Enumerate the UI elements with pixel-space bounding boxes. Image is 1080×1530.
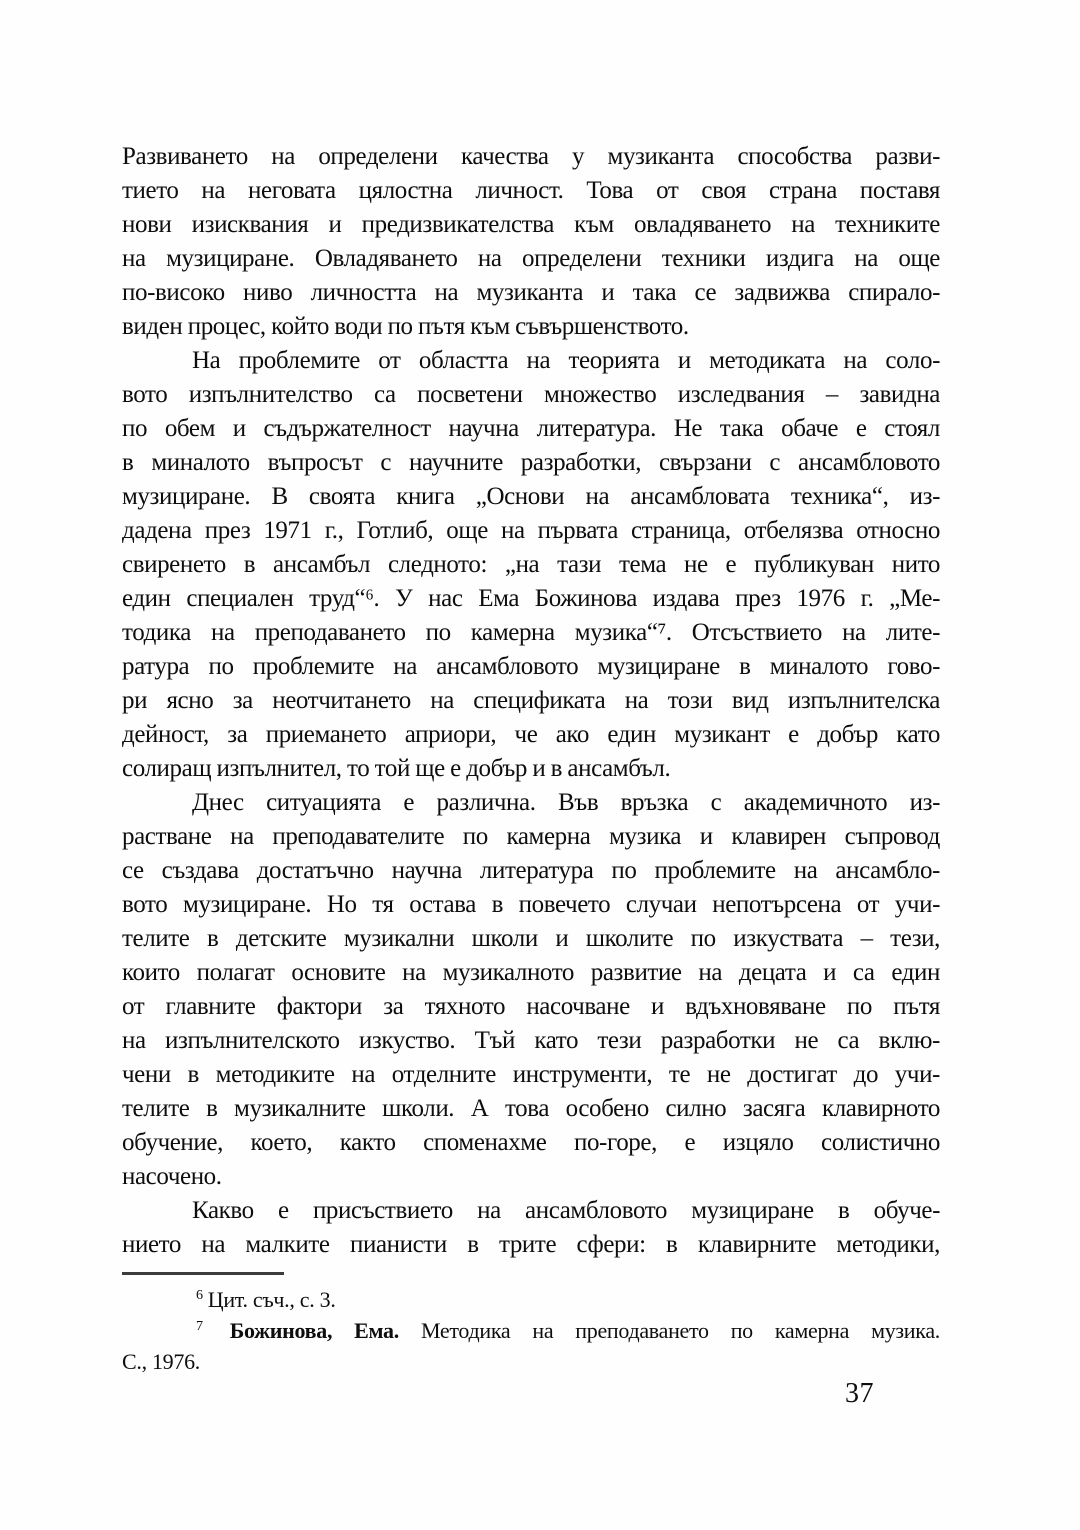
text-line: един специален труд“⁶. У нас Ема Божинова издава през 1976 г. „Ме- bbox=[122, 585, 940, 612]
footnote-separator-rule bbox=[122, 1272, 284, 1275]
text-line: вото изпълнителство са посветени множество изследвания – завидна bbox=[122, 381, 940, 408]
footnote-7-text: Методика на преподаването по камерна музика. bbox=[420, 1318, 940, 1343]
text-line: виден процес, който води по пътя към съвършенството. bbox=[122, 313, 689, 340]
text-line: Какво е присъствието на ансамбловото музициране в обуче- bbox=[192, 1197, 940, 1224]
text-line: от главните фактори за тяхното насочване и вдъхновяване по пътя bbox=[122, 993, 940, 1020]
text-line: на изпълнителското изкуство. Тъй като тези разработки не са вклю- bbox=[122, 1027, 940, 1054]
footnote-7-author: Божинова, Ема. bbox=[229, 1318, 399, 1343]
text-line: обучение, което, както споменахме по-горе, е изцяло солистично bbox=[122, 1129, 940, 1156]
text-line: музициране. В своята книга „Основи на ансамбловата техника“, из- bbox=[122, 483, 940, 510]
footnote-7-continuation: С., 1976. bbox=[122, 1349, 200, 1374]
text-line: тието на неговата цялостна личност. Това от своя страна поставя bbox=[122, 177, 940, 204]
text-line: нието на малките пианисти в трите сфери: в клавирните методики, bbox=[122, 1231, 940, 1258]
footnote-6-marker: 6 bbox=[196, 1286, 203, 1303]
text-line: ратура по проблемите на ансамбловото музициране в миналото гово- bbox=[122, 653, 940, 680]
footnote-7 bbox=[122, 1315, 940, 1346]
text-line: се създава достатъчно научна литература по проблемите на ансамбло- bbox=[122, 857, 940, 884]
footnote-6 bbox=[122, 1284, 940, 1315]
text-line: които полагат основите на музикалното развитие на децата и са един bbox=[122, 959, 940, 986]
text-line: телите в детските музикални школи и школите по изкуствата – тези, bbox=[122, 925, 940, 952]
text-line: дадена през 1971 г., Готлиб, още на първата страница, отбелязва относно bbox=[122, 517, 940, 544]
page-number: 37 bbox=[845, 1378, 874, 1409]
text-line: чени в методиките на отделните инструменти, те не достигат до учи- bbox=[122, 1061, 940, 1088]
text-line: насочено. bbox=[122, 1163, 222, 1190]
text-line: на музициране. Овладяването на определени техники издига на още bbox=[122, 245, 940, 272]
text-line: ри ясно за неотчитането на спецификата на този вид изпълнителска bbox=[122, 687, 940, 714]
text-line: дейност, за приемането априори, че ако един музикант е добър като bbox=[122, 721, 940, 748]
text-line: растване на преподавателите по камерна музика и клавирен съпровод bbox=[122, 823, 940, 850]
text-line: в миналото въпросът с научните разработки, свързани с ансамбловото bbox=[122, 449, 940, 476]
text-line: по-високо ниво личността на музиканта и така се задвижва спирало- bbox=[122, 279, 940, 306]
text-line: На проблемите от областта на теорията и методиката на соло- bbox=[192, 347, 940, 374]
text-line: Развиването на определени качества у музиканта способства разви- bbox=[122, 143, 940, 170]
footnote-6-text: Цит. съч., с. 3. bbox=[207, 1287, 336, 1312]
text-line: по обем и съдържателност научна литература. Не така обаче е стоял bbox=[122, 415, 940, 442]
text-line: телите в музикалните школи. А това особено силно засяга клавирното bbox=[122, 1095, 940, 1122]
paragraphs bbox=[122, 140, 940, 1262]
text-line: вото музициране. Но тя остава в повечето случаи непотърсена от учи- bbox=[122, 891, 940, 918]
text-line: солиращ изпълнител, то той ще е добър и в ансамбъл. bbox=[122, 755, 671, 782]
text-line: нови изисквания и предизвикателства към овладяването на техниките bbox=[122, 211, 940, 238]
main-text bbox=[122, 140, 940, 1377]
text-line: тодика на преподаването по камерна музика“⁷. Отсъствието на лите- bbox=[122, 619, 940, 646]
text-line: свиренето в ансамбъл следното: „на тази тема не е публикуван нито bbox=[122, 551, 940, 578]
footnote-7-marker: 7 bbox=[196, 1317, 203, 1334]
text-line: Днес ситуацията е различна. Във връзка с академичното из- bbox=[192, 789, 940, 816]
